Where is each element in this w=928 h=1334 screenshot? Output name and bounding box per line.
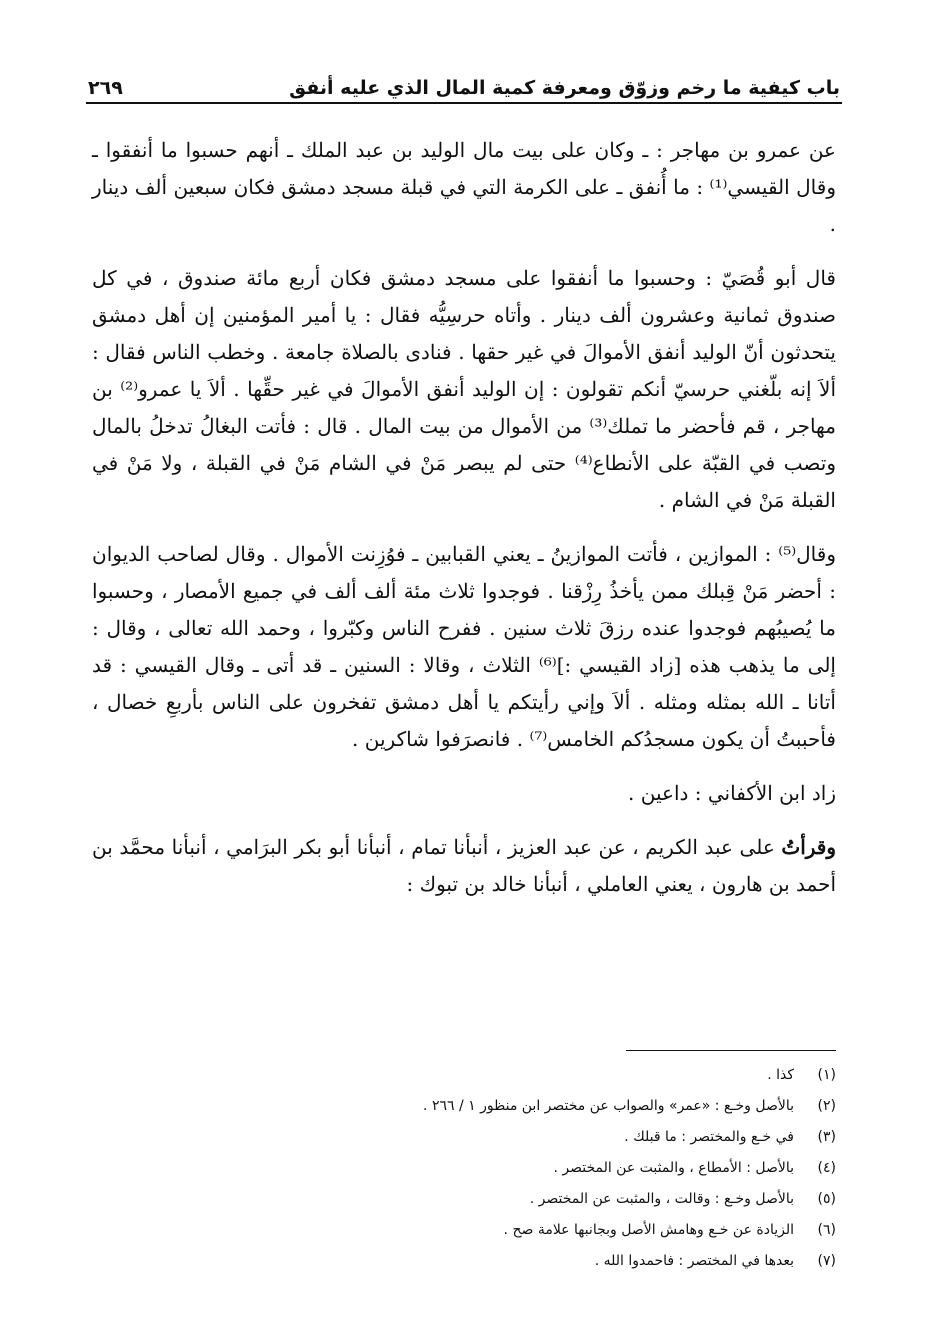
footnote-number: (٧) [817, 1253, 836, 1269]
footnote [200, 1184, 836, 1215]
footnote-rule [626, 1050, 836, 1051]
footnote-text: الزيادة عن خـع وهامش الأصل وبجانبها علامة صح . [503, 1222, 794, 1238]
paragraph-4: زاد ابن الأكفاني : داعين . [628, 781, 836, 805]
paragraph-2: قال أبو قُصَيّ : وحسبوا ما أنفقوا على مسجد دمشق فكان أربع مائة صندوق ، في كل صندوق ثمانية وعشرون ألف دينار . وأتاه حرسِيُّه فقال : يا أمير المؤمنين إن أهل دمشق يتحدثون أنّ الوليد أنفق الأموالَ في غير حقها . فنادى بالصلاة جامعة . وخطب الناس فقال : ألاَ إنه بلّغني حرسيّ أنكم تقولون : إن الوليد أنفق الأموالَ في غير حقِّها . ألاَ يا عمرو⁽²⁾ بن مهاجر ، قم فأحضر ما تملك⁽³⁾ من الأموال من بيت المال . قال : فأتت البغالُ تدخلُ بالمال وتصب في القبّة على الأنطاع⁽⁴⁾ حتى لم يبصر مَنْ في الشام مَنْ في القبلة ، ولا مَنْ في القبلة مَنْ في الشام . [92, 266, 837, 512]
footnote-number: (٦) [817, 1222, 836, 1238]
header-rule [86, 102, 842, 104]
footnote [200, 1246, 836, 1277]
footnote [200, 1153, 836, 1184]
footnote-text: بالأصل وخـع : وقالت ، والمثبت عن المختصر . [529, 1191, 794, 1207]
paragraph-5-rest: على عبد الكريم ، عن عبد العزيز ، أنبأنا تمام ، أنبأنا أبو بكر البرَامي ، أنبأنا محمَّد بن أحمد بن هارون ، يعني العاملي ، أنبأنا خالد بن تبوك : [92, 835, 836, 896]
footnote-text: بعدها في المختصر : فاحمدوا الله . [594, 1253, 794, 1269]
footnote-text: في خـع والمختصر : ما قبلك . [624, 1129, 794, 1145]
footnote-number: (١) [817, 1067, 836, 1083]
paragraph-1: عن عمرو بن مهاجر : ـ وكان على بيت مال الوليد بن عبد الملك ـ أنهم حسبوا ما أنفقوا ـ وقال القيسي⁽¹⁾ : ما أُنفق ـ على الكرمة التي في قبلة مسجد دمشق فكان سبعين ألف دينار . [92, 138, 836, 236]
page-header [88, 58, 840, 98]
footnote [200, 1091, 836, 1122]
paragraph-3: وقال⁽⁵⁾ : الموازين ، فأتت الموازينُ ـ يعني القبابين ـ فوُزِنت الأموال . وقال لصاحب الديوان : أحضر مَنْ قِبلك ممن يأخذُ رِزْقنا . فوجدوا ثلاث مئة ألف ألف في جميع الأمصار ، وحسبوا ما يُصيبُهم فوجدوا عنده رزقَ ثلاث سنين . ففرح الناس وكبّروا ، وحمد الله تعالى ، وقال : إلى ما يذهب هذه [زاد القيسي :]⁽⁶⁾ الثلاث ، وقالا : السنين ـ قد أتى ـ وقال القيسي : قد أتانا ـ الله بمثله ومثله . ألاَ وإني رأيتكم يا أهل دمشق تفخرون على الناس بأربعِ خصال ، فأحببتُ أن يكون مسجدُكم الخامس⁽⁷⁾ . فانصرَفوا شاكرين . [92, 542, 836, 751]
footnote-number: (٣) [817, 1129, 836, 1145]
footnotes [200, 1060, 836, 1277]
footnote-number: (٢) [817, 1098, 836, 1114]
footnote [200, 1215, 836, 1246]
footnote [200, 1060, 836, 1091]
main-text [92, 132, 836, 903]
page-number: ٢٦٩ [88, 77, 123, 99]
paragraph-5-lead: وقرأتُ [781, 835, 836, 859]
footnote [200, 1122, 836, 1153]
footnote-text: بالأصل وخـع : «عمر» والصواب عن مختصر ابن منظور ١ / ٢٦٦ . [423, 1098, 794, 1114]
paragraph-5 [92, 829, 836, 903]
footnote-number: (٥) [817, 1191, 836, 1207]
footnote-text: كذا . [767, 1067, 794, 1083]
footnote-text: بالأصل : الأمطاع ، والمثبت عن المختصر . [553, 1160, 794, 1176]
footnote-number: (٤) [817, 1160, 836, 1176]
running-title: باب كيفية ما رخم وزوّق ومعرفة كمية المال الذي عليه أنفق [289, 77, 840, 99]
